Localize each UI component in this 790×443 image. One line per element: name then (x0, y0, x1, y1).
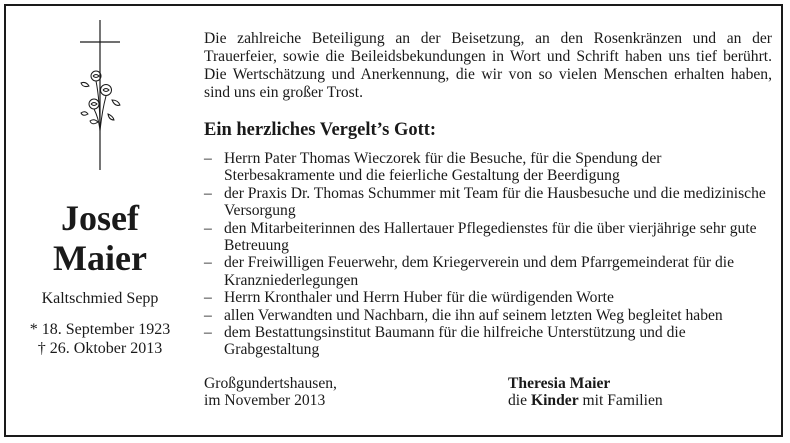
signature-children: Kinder (530, 392, 579, 410)
thanks-item (204, 289, 772, 306)
deceased-last-name: Maier (53, 238, 147, 278)
signature-family (508, 392, 663, 409)
list-dash: – (204, 254, 212, 272)
thanks-item (204, 150, 772, 185)
list-dash: – (204, 150, 212, 167)
thanks-item-text: allen Verwandten und Nachbarn, die ihn auf seinem letzten Weg begleitet haben (224, 306, 723, 324)
thanks-list (204, 150, 772, 359)
thanks-item-text: der Freiwilligen Feuerwehr, dem Kriegerverein und dem Pfarrgemeinderat für die Kranzniederlegungen (224, 254, 735, 289)
cross-with-roses-icon (72, 10, 128, 180)
place-date: im November 2013 (204, 392, 326, 410)
list-dash: – (204, 306, 212, 324)
signature-suffix: mit Familien (582, 392, 663, 410)
thanks-item (204, 254, 772, 289)
signature-name: Theresia Maier (508, 375, 611, 392)
list-dash: – (204, 219, 212, 237)
list-dash: – (204, 289, 212, 307)
thanks-item-text: der Praxis Dr. Thomas Schummer mit Team für die Hausbesuche und die medizinische Versorgung (224, 184, 766, 220)
thanks-item (204, 307, 772, 324)
intro-text: Die zahlreiche Beteiligung an der Beisetzung, an den Rosenkränzen und an der Trauerfeier, sowie die Beileidsbekundungen in Wort und Schrift haben uns tief berührt. Die Wertschätzung und Anerkennung, die wir von so vielen Menschen erhalten haben, sind uns ein großer Trost. (204, 30, 772, 102)
deceased-first-name: Josef (61, 198, 139, 238)
thanks-item (204, 185, 772, 220)
signature (508, 375, 663, 410)
deceased-nickname: Kaltschmied Sepp (41, 290, 159, 307)
thanks-item (204, 324, 772, 359)
intro-block (204, 30, 772, 102)
signature-prefix: die (508, 392, 528, 410)
thanks-item-text: Herrn Pater Thomas Wieczorek für die Besuche, für die Spendung der Sterbesakramente und die feierliche Gestaltung der Beerdigung (224, 150, 662, 185)
place-and-date (204, 375, 337, 410)
thanks-item-text: den Mitarbeiterinnen des Hallertauer Pflegedienstes für die über vierjährige sehr gute Betreuung (224, 219, 757, 255)
thanks-item-text: Herrn Kronthaler und Herrn Huber für die würdigenden Worte (224, 289, 614, 307)
birth-date: * 18. September 1923 (29, 321, 171, 338)
list-dash: – (204, 324, 212, 342)
thanks-heading: Ein herzliches Vergelt’s Gott: (204, 120, 437, 140)
list-dash: – (204, 184, 212, 202)
place-town: Großgundertshausen, (204, 375, 337, 392)
thanks-item-text: dem Bestattungsinstitut Baumann für die hilfreiche Unterstützung und die Grabgestaltung (224, 324, 686, 359)
death-date: † 26. Oktober 2013 (37, 340, 163, 357)
thanks-item (204, 220, 772, 255)
